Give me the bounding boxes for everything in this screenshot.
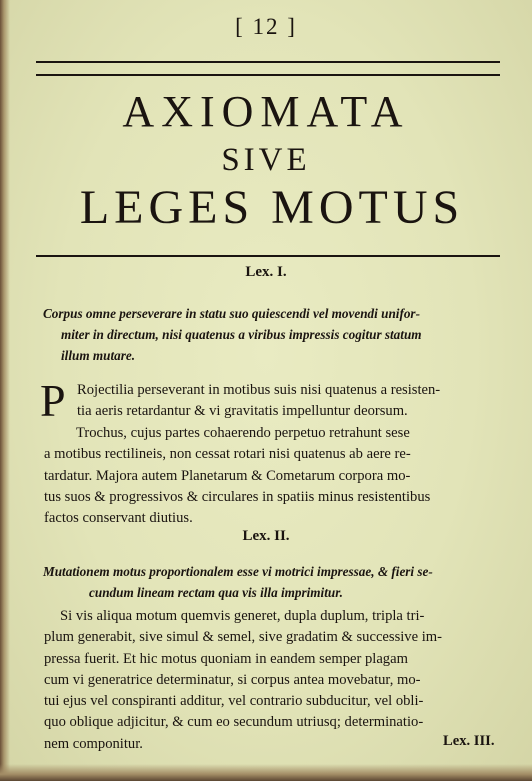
law-1-body-line: tardatur. Majora autem Planetarum & Cometarum corpora mo- (44, 467, 411, 484)
law-1-statement (43, 303, 422, 366)
law-1-body-line: factos conservant diutius. (44, 510, 193, 527)
law-1-body (44, 423, 430, 529)
law-1-statement-line: Corpus omne perseverare in statu suo quiescendi vel movendi unifor- (43, 306, 420, 321)
title-rule (36, 255, 500, 257)
law-1-statement-line: illum mutare. (61, 348, 136, 363)
top-rule-upper (36, 61, 500, 63)
page-bottom-shadow (0, 764, 532, 781)
law-1-body-line: tia aeris retardantur & vi gravitatis impelluntur deorsum. (77, 403, 408, 420)
catchword: Lex. III. (443, 733, 495, 749)
law-1-body-opening (77, 380, 440, 423)
law-2-body-line: pressa fuerit. Et hic motus quoniam in eandem semper plagam (44, 650, 408, 667)
page-number: [ 12 ] (235, 14, 297, 39)
law-2-body-line: Si vis aliqua motum quemvis generet, dupla duplum, tripla tri- (60, 608, 425, 624)
law-1-body-line: tus suos & progressivos & circulares in spatiis minus resistentibus (44, 488, 431, 505)
law-2-body-line: nem componitur. (44, 735, 143, 752)
title-sive: SIVE (221, 142, 311, 178)
law-1-body-line: a motibus rectilineis, non cessat rotari nisi quatenus ab aere re- (44, 446, 411, 463)
title-leges-motus: LEGES MOTUS (79, 181, 465, 234)
title-axiomata: AXIOMATA (122, 87, 410, 136)
law-2-body-line: quo oblique adjicitur, & cum eo secundum utriusq; determinatio- (44, 714, 424, 731)
law-1-body-line: Rojectilia perseverant in motibus suis nisi quatenus a resisten- (77, 382, 441, 398)
law-2-body-line: cum vi generatrice determinatur, si corpus antea movebatur, mo- (44, 671, 421, 688)
law-2-body-line: tui ejus vel conspiranti additur, vel contrario subducitur, vel obli- (44, 693, 424, 710)
law-2-body-line: plum generabit, sive simul & semel, sive gradatim & successive im- (44, 629, 443, 646)
law-1-body-line: Trochus, cujus partes cohaerendo perpetuo retrahunt sese (76, 425, 410, 441)
top-rule-lower (36, 74, 500, 76)
law-1-heading: Lex. I. (245, 264, 287, 280)
law-2-heading: Lex. II. (242, 528, 290, 544)
law-2-statement (43, 561, 433, 603)
law-2-statement-line: cundum lineam rectam qua vis illa imprimitur. (89, 585, 343, 600)
law-2-statement-line: Mutationem motus proportionalem esse vi motrici impressae, & fieri se- (43, 564, 433, 579)
law-2-body (44, 606, 442, 755)
law-1-statement-line: miter in directum, nisi quatenus a viribus impressis cogitur statum (61, 327, 422, 342)
drop-capital: P (40, 375, 66, 426)
